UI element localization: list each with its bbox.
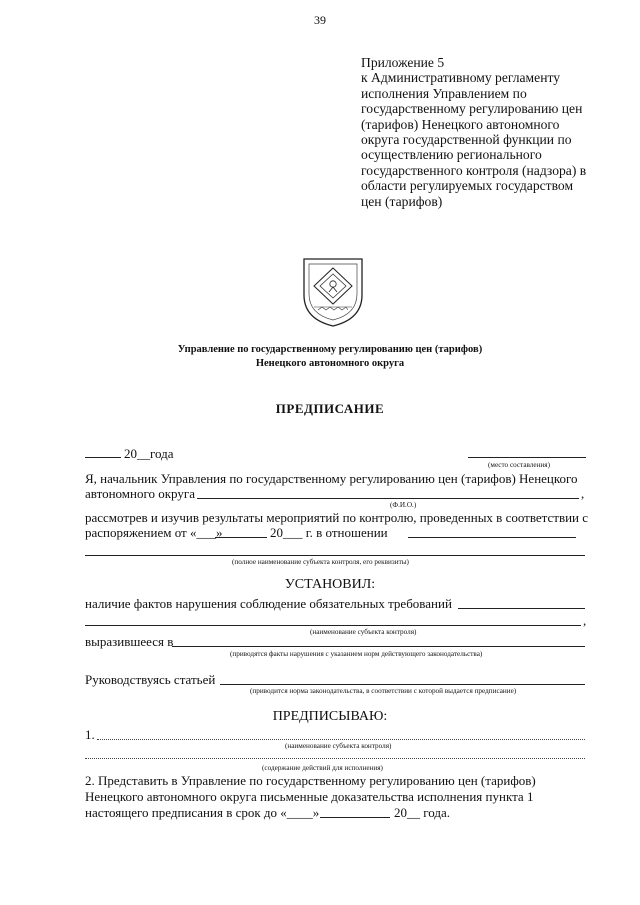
orders-heading: ПРЕДПИСЫВАЮ: xyxy=(272,709,388,724)
established-subject-caption: (наименование субъекта контроля) xyxy=(310,628,417,636)
org-name-line1: Управление по государственному регулированию цен (тарифов) xyxy=(177,344,483,355)
subject-full-name-field[interactable] xyxy=(85,555,585,556)
appendix-line: исполнения Управлением по xyxy=(361,85,527,101)
established-heading: УСТАНОВИЛ: xyxy=(284,577,376,592)
appendix-line: государственного контроля (надзора) в xyxy=(361,162,587,178)
fio-field[interactable] xyxy=(197,498,579,499)
guided-label: Руководствуясь статьей xyxy=(85,672,216,687)
place-caption: (место составления) xyxy=(488,461,550,469)
document-title: ПРЕДПИСАНИЕ xyxy=(275,401,385,416)
appendix-line: цен (тарифов) xyxy=(361,193,443,209)
intro-line4-a: распоряжением от «___» xyxy=(85,525,223,540)
expressed-label: выразившееся в xyxy=(85,634,174,649)
intro-line3: рассмотрев и изучив результаты мероприятий по контролю, проведенных в соответствии с xyxy=(85,510,589,525)
appendix-line: области регулируемых государством xyxy=(361,178,574,194)
appendix-line: государственному регулированию цен xyxy=(361,101,583,117)
order-actions-field[interactable] xyxy=(85,758,585,759)
subject-field[interactable] xyxy=(408,537,576,538)
date-text: 20__года xyxy=(124,446,174,461)
intro-line4-b: 20___ г. в отношении xyxy=(270,525,388,540)
order-item1-number: 1. xyxy=(85,727,95,742)
order-date-field[interactable] xyxy=(215,537,267,538)
intro-line1: Я, начальник Управления по государственному регулированию цен (тарифов) Ненецкого xyxy=(85,471,578,486)
requirements-field[interactable] xyxy=(458,608,585,609)
order-item2-line3-b: 20__ года. xyxy=(394,805,451,820)
order-item2-line1: 2. Представить в Управление по государственному регулированию цен (тарифов) xyxy=(85,773,536,788)
appendix-line: округа государственной функции по xyxy=(361,132,572,148)
intro-line2: автономного округа xyxy=(85,486,195,501)
page-number: 39 xyxy=(314,13,326,27)
violations-caption: (приводятся факты нарушения с указанием норм действующего законодательства) xyxy=(230,650,483,658)
intro-comma: , xyxy=(581,486,585,501)
subject-full-caption: (полное наименование субъекта контроля, его реквизиты) xyxy=(232,558,409,566)
order-item1-field[interactable] xyxy=(97,739,585,740)
appendix-line: осуществлению регионального xyxy=(361,147,542,163)
deadline-field[interactable] xyxy=(320,817,390,818)
place-field[interactable] xyxy=(468,457,586,458)
day-field[interactable] xyxy=(85,457,121,458)
appendix-line: к Административному регламенту xyxy=(361,70,561,86)
appendix-line: Приложение 5 xyxy=(361,55,445,70)
violations-field[interactable] xyxy=(172,646,585,647)
established-comma: , xyxy=(583,613,587,628)
order-item2-line3-a: настоящего предписания в срок до «____» xyxy=(85,805,320,820)
article-field[interactable] xyxy=(220,684,585,685)
appendix-note xyxy=(361,55,611,209)
established-subject-field[interactable] xyxy=(85,625,581,626)
org-name-line2: Ненецкого автономного округа xyxy=(255,358,405,369)
established-line1: наличие фактов нарушения соблюдение обязательных требований xyxy=(85,596,452,611)
coat-of-arms-icon xyxy=(300,255,366,329)
order-subject-caption: (наименование субъекта контроля) xyxy=(285,742,392,750)
order-actions-caption: (содержание действий для исполнения) xyxy=(262,764,383,772)
order-item2-line2: Ненецкого автономного округа письменные доказательства исполнения пункта 1 xyxy=(85,789,534,804)
fio-caption: (Ф.И.О.) xyxy=(390,501,417,509)
norm-caption: (приводится норма законодательства, в соответствии с которой выдается предписание) xyxy=(250,687,517,695)
appendix-line: (тарифов) Ненецкого автономного xyxy=(361,116,560,132)
